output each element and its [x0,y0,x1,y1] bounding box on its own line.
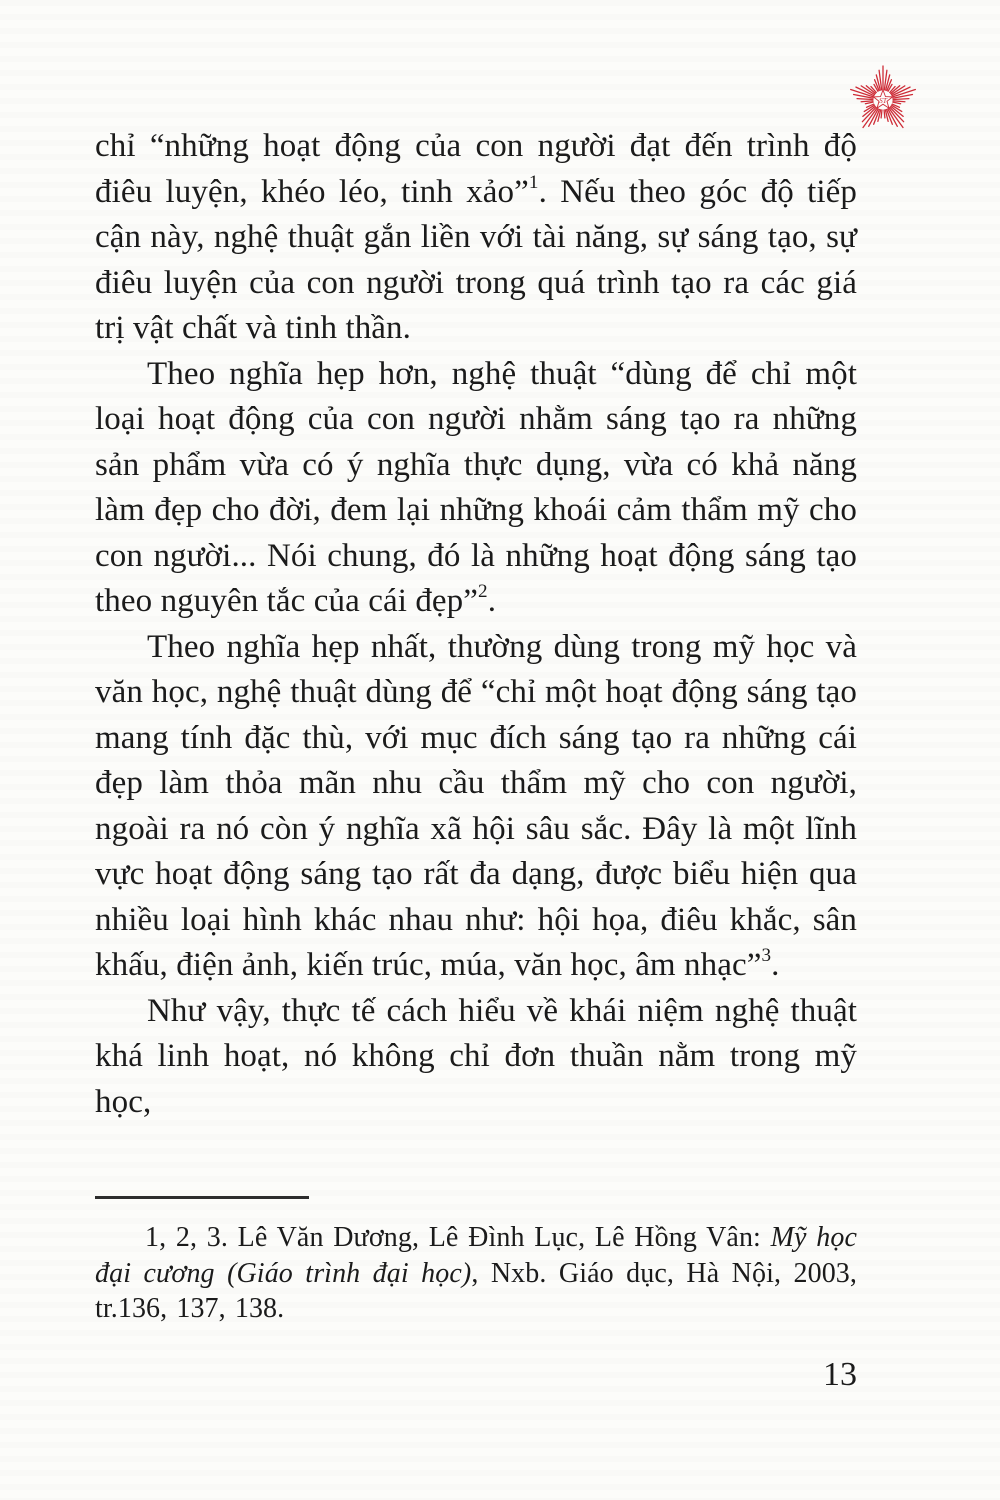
text-segment: . [487,583,497,619]
footnote-divider [95,1196,309,1199]
logo-monogram: ST [879,95,887,105]
text-segment: Mỹ học đại cương (Giáo trình đại học) [95,1222,857,1289]
paragraph [95,625,857,989]
text-segment: Như vậy, thực tế cách hiểu về khái niệm nghệ thuật khá linh hoạt, nó không chỉ đơn thuần nằm trong mỹ học, [95,992,857,1120]
footnote-block [95,1196,857,1327]
text-segment: , Nxb. Giáo dục, Hà Nội, 2003, tr.136, 137, 138. [95,1257,857,1324]
footnote-text [95,1220,857,1327]
paragraph [95,989,857,1126]
footnote-marker: 3 [761,945,772,966]
body-paragraphs [95,124,857,1125]
text-segment: . Nếu theo góc độ tiếp cận này, nghệ thuật gắn liền với tài năng, sự sáng tạo, sự điêu luyện của con người trong quá trình tạo ra các giá trị vật chất và tinh thần. [95,173,857,346]
paragraph [95,352,857,625]
text-segment: chỉ “những hoạt động của con người đạt đến trình độ điêu luyện, khéo léo, tinh xảo” [95,128,857,210]
text-segment: Theo nghĩa hẹp hơn, nghệ thuật “dùng để chỉ một loại hoạt động của con người nhằm sáng tạo ra những sản phẩm vừa có ý nghĩa thực dụng, vừa có khả năng làm đẹp cho đời, đem lại những khoái cảm thẩm mỹ cho con người... Nói chung, đó là những hoạt động sáng tạo theo nguyên tắc của cái đẹp” [95,355,857,619]
footnote-marker: 2 [478,581,488,602]
text-segment: . [771,947,780,983]
text-segment: Theo nghĩa hẹp nhất, thường dùng trong mỹ học và văn học, nghệ thuật dùng để “chỉ một hoạt động sáng tạo mang tính đặc thù, với mục đích sáng tạo ra những cái đẹp làm thỏa mãn nhu cầu thẩm mỹ cho con người, ngoài ra nó còn ý nghĩa xã hội sâu sắc. Đây là một lĩnh vực hoạt động sáng tạo rất đa dạng, được biểu hiện qua nhiều loại hình khác nhau như: hội họa, điêu khắc, sân khấu, điện ảnh, kiến trúc, múa, văn học, âm nhạc” [95,628,857,983]
text-segment: 1, 2, 3. Lê Văn Dương, Lê Đình Lục, Lê Hồng Vân: [145,1222,771,1253]
footnote-marker: 1 [528,171,539,193]
paragraph [95,124,857,352]
page-number: 13 [823,1356,857,1393]
